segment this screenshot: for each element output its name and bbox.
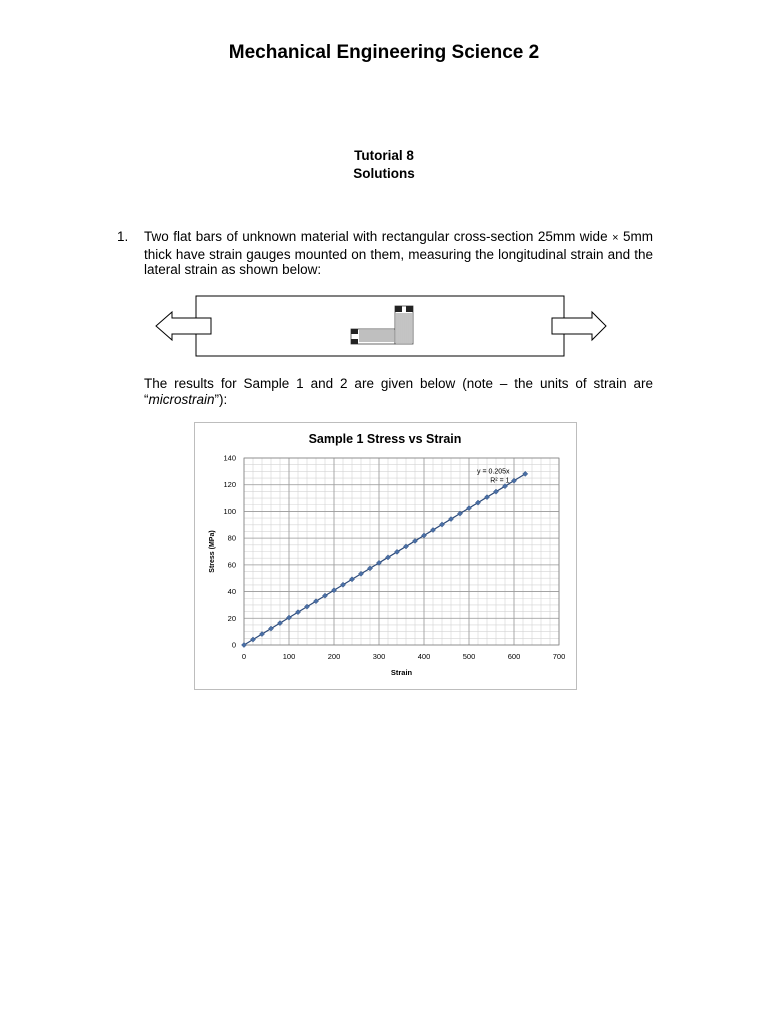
data-point xyxy=(367,566,372,571)
y-axis-label: Stress (MPa) xyxy=(209,530,216,573)
data-point xyxy=(241,642,246,647)
data-point xyxy=(394,549,399,554)
results-intro-text xyxy=(144,376,653,407)
flat-bar xyxy=(196,296,564,356)
data-point xyxy=(412,538,417,543)
x-tick-label: 0 xyxy=(241,652,247,661)
data-point xyxy=(430,527,435,532)
data-point xyxy=(421,533,426,538)
data-point xyxy=(349,577,354,582)
data-point xyxy=(268,626,273,631)
data-point xyxy=(322,593,327,598)
document-title: Mechanical Engineering Science 2 xyxy=(228,42,540,63)
times-symbol: × xyxy=(612,232,619,244)
solutions-label: Solutions xyxy=(353,166,415,181)
trendline xyxy=(244,474,525,645)
data-point xyxy=(511,478,516,483)
tensile-bar-diagram xyxy=(150,290,610,360)
trendline-r-squared: R² = 1 xyxy=(490,477,510,485)
y-tick-label: 60 xyxy=(227,560,236,570)
results-emphasis: microstrain xyxy=(148,391,215,407)
question-text-part1: Two flat bars of unknown material with rectangular cross-section 25mm wide xyxy=(144,229,613,244)
data-point xyxy=(493,489,498,494)
data-point xyxy=(250,637,255,642)
results-suffix: ”): xyxy=(214,391,228,407)
data-point xyxy=(313,599,318,604)
data-point xyxy=(331,588,336,593)
longitudinal-strain-gauge xyxy=(395,306,413,344)
y-tick-label: 20 xyxy=(227,613,236,623)
y-tick-label: 140 xyxy=(223,453,236,463)
data-point xyxy=(340,582,345,587)
tutorial-label: Tutorial 8 xyxy=(354,148,414,163)
chart-title: Sample 1 Stress vs Strain xyxy=(308,432,462,446)
y-tick-label: 120 xyxy=(223,480,236,490)
y-tick-label: 100 xyxy=(223,506,236,516)
x-tick-label: 100 xyxy=(282,652,296,661)
x-tick-label: 400 xyxy=(417,652,431,661)
stress-strain-chart xyxy=(195,423,576,689)
chart-container xyxy=(194,422,577,690)
data-point xyxy=(523,471,528,476)
y-tick-label: 0 xyxy=(231,640,236,650)
data-point xyxy=(466,505,471,510)
y-tick-label: 40 xyxy=(227,587,236,597)
x-tick-label: 500 xyxy=(462,652,476,661)
data-point xyxy=(286,615,291,620)
y-tick-label: 80 xyxy=(227,533,236,543)
question-text xyxy=(144,229,653,278)
lateral-strain-gauge xyxy=(351,329,395,344)
x-axis-label: Strain xyxy=(390,668,413,677)
data-point xyxy=(475,500,480,505)
data-point xyxy=(259,631,264,636)
data-point xyxy=(448,516,453,521)
results-prefix: The results for Sample 1 and 2 are given below (note – the units of strain are “ xyxy=(144,376,653,407)
question-text-part2: 5mm thick have strain gauges mounted on them, measuring the longitudinal strain and the lateral strain as shown below: xyxy=(144,229,654,277)
data-point xyxy=(439,522,444,527)
question-number: 1. xyxy=(117,229,129,244)
data-point xyxy=(358,571,363,576)
data-point xyxy=(385,555,390,560)
x-tick-label: 300 xyxy=(372,652,386,661)
trendline-equation: y = 0.205x xyxy=(477,468,510,476)
x-tick-label: 200 xyxy=(327,652,341,661)
data-point xyxy=(484,495,489,500)
x-tick-label: 600 xyxy=(507,652,521,661)
data-point xyxy=(295,610,300,615)
x-tick-label: 700 xyxy=(552,652,566,661)
